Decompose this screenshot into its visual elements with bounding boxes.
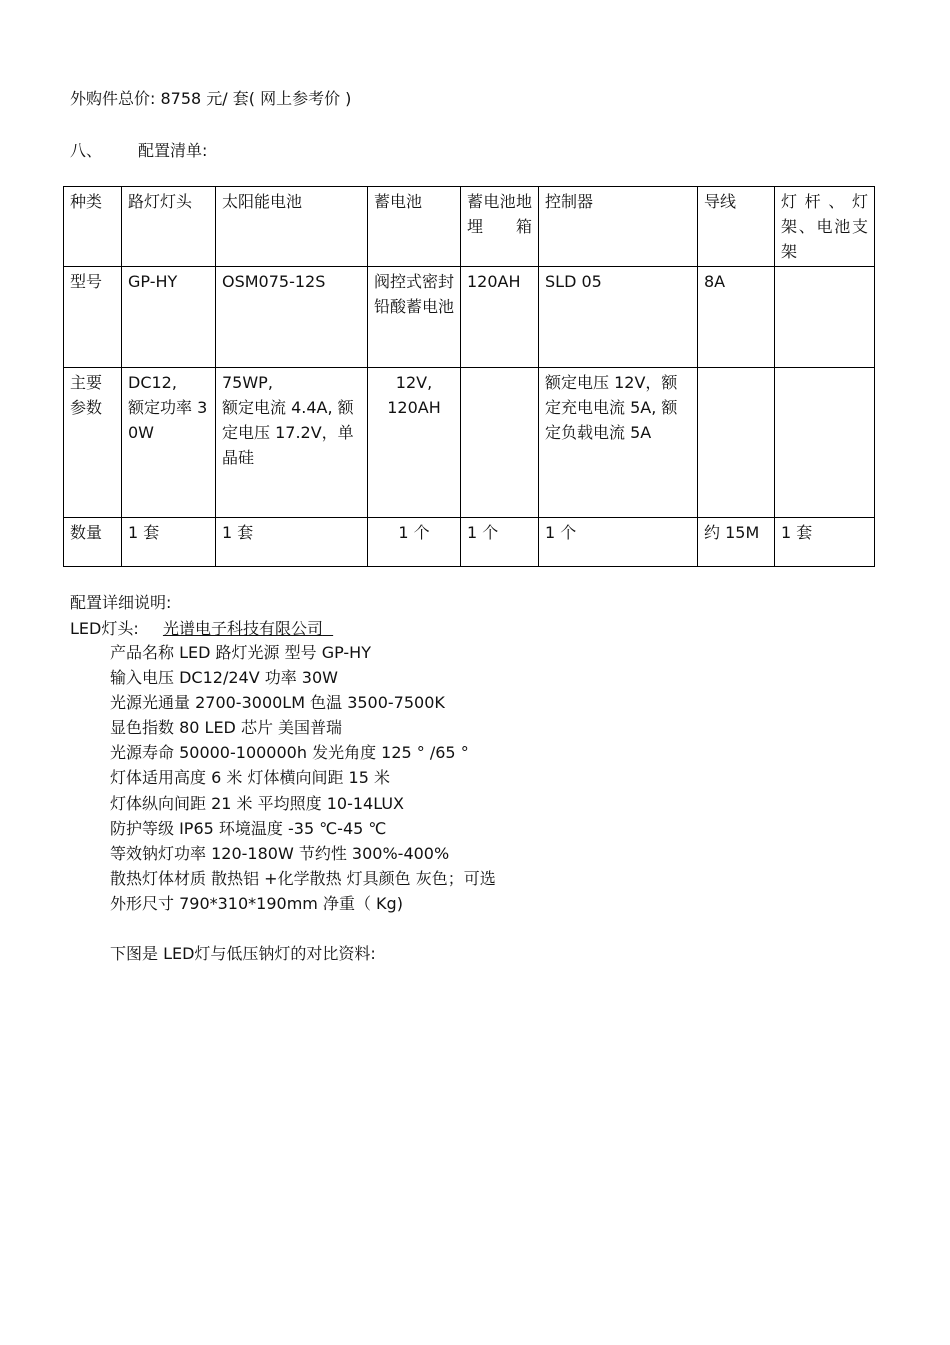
table-cell: 数量 [64,518,122,567]
spec-line: 外形尺寸 790*310*190mm 净重（ Kg) [110,894,403,913]
table-cell: 蓄电池地埋箱 [461,187,539,267]
table-cell: 1 个 [368,518,461,567]
table-cell: 路灯灯头 [122,187,216,267]
table-cell: 主要参数 [64,368,122,518]
table-row [64,518,875,567]
section-number: 八、 [70,141,103,160]
led-company: 光谱电子科技有限公司 [162,619,323,638]
spec-line: 显色指数 80 LED 芯片 美国普瑞 [110,718,343,737]
table-cell: OSM075-12S [216,267,368,368]
table-cell: 阀控式密封铅酸蓄电池 [368,267,461,368]
table-cell [698,368,775,518]
table-cell: 1 个 [539,518,698,567]
table-cell: 1 套 [122,518,216,567]
table-cell: SLD 05 [539,267,698,368]
spec-line: 防护等级 IP65 环境温度 -35 ℃-45 ℃ [110,819,387,838]
table-cell: 8A [698,267,775,368]
section-title: 配置清单: [138,141,208,160]
table-cell: 灯杆、灯架、电池支架 [775,187,875,267]
spec-line: 光源寿命 50000-100000h 发光角度 125 ° /65 ° [110,743,469,762]
comparison-note: 下图是 LED灯与低压钠灯的对比资料: [110,944,376,963]
table-cell: 控制器 [539,187,698,267]
spec-line: 灯体适用高度 6 米 灯体横向间距 15 米 [110,768,390,787]
spec-line: 输入电压 DC12/24V 功率 30W [110,668,338,687]
table-cell: 型号 [64,267,122,368]
table-cell: 1 个 [461,518,539,567]
table-cell: 太阳能电池 [216,187,368,267]
table-cell [775,267,875,368]
table-cell: DC12, 额定功率 30W [122,368,216,518]
spec-line: 灯体纵向间距 21 米 平均照度 10-14LUX [110,794,404,813]
table-cell: 12V, 120AH [368,368,461,518]
table-cell: GP-HY [122,267,216,368]
table-cell: 种类 [64,187,122,267]
table-cell: 导线 [698,187,775,267]
table-cell: 约 15M [698,518,775,567]
table-cell: 1 套 [775,518,875,567]
table-cell [775,368,875,518]
config-table [63,186,875,567]
spec-line: 等效钠灯功率 120-180W 节约性 300%-400% [110,844,450,863]
total-price: 外购件总价: 8758 元/ 套( 网上参考价 ) [70,89,352,108]
table-cell: 蓄电池 [368,187,461,267]
table-cell: 额定电压 12V，额定充电电流 5A, 额定负载电流 5A [539,368,698,518]
table-cell [461,368,539,518]
table-row [64,368,875,518]
spec-line: 光源光通量 2700-3000LM 色温 3500-7500K [110,693,445,712]
table-cell: 120AH [461,267,539,368]
led-label: LED灯头: [70,619,139,638]
spec-line: 散热灯体材质 散热铝 +化学散热 灯具颜色 灰色；可选 [110,869,496,888]
table-cell: 75WP, 额定电流 4.4A, 额定电压 17.2V，单晶硅 [216,368,368,518]
details-heading: 配置详细说明: [70,593,172,612]
spec-line: 产品名称 LED 路灯光源 型号 GP-HY [110,643,371,662]
led-header-line [70,618,333,640]
table-row [64,267,875,368]
table-cell: 1 套 [216,518,368,567]
table-row [64,187,875,267]
